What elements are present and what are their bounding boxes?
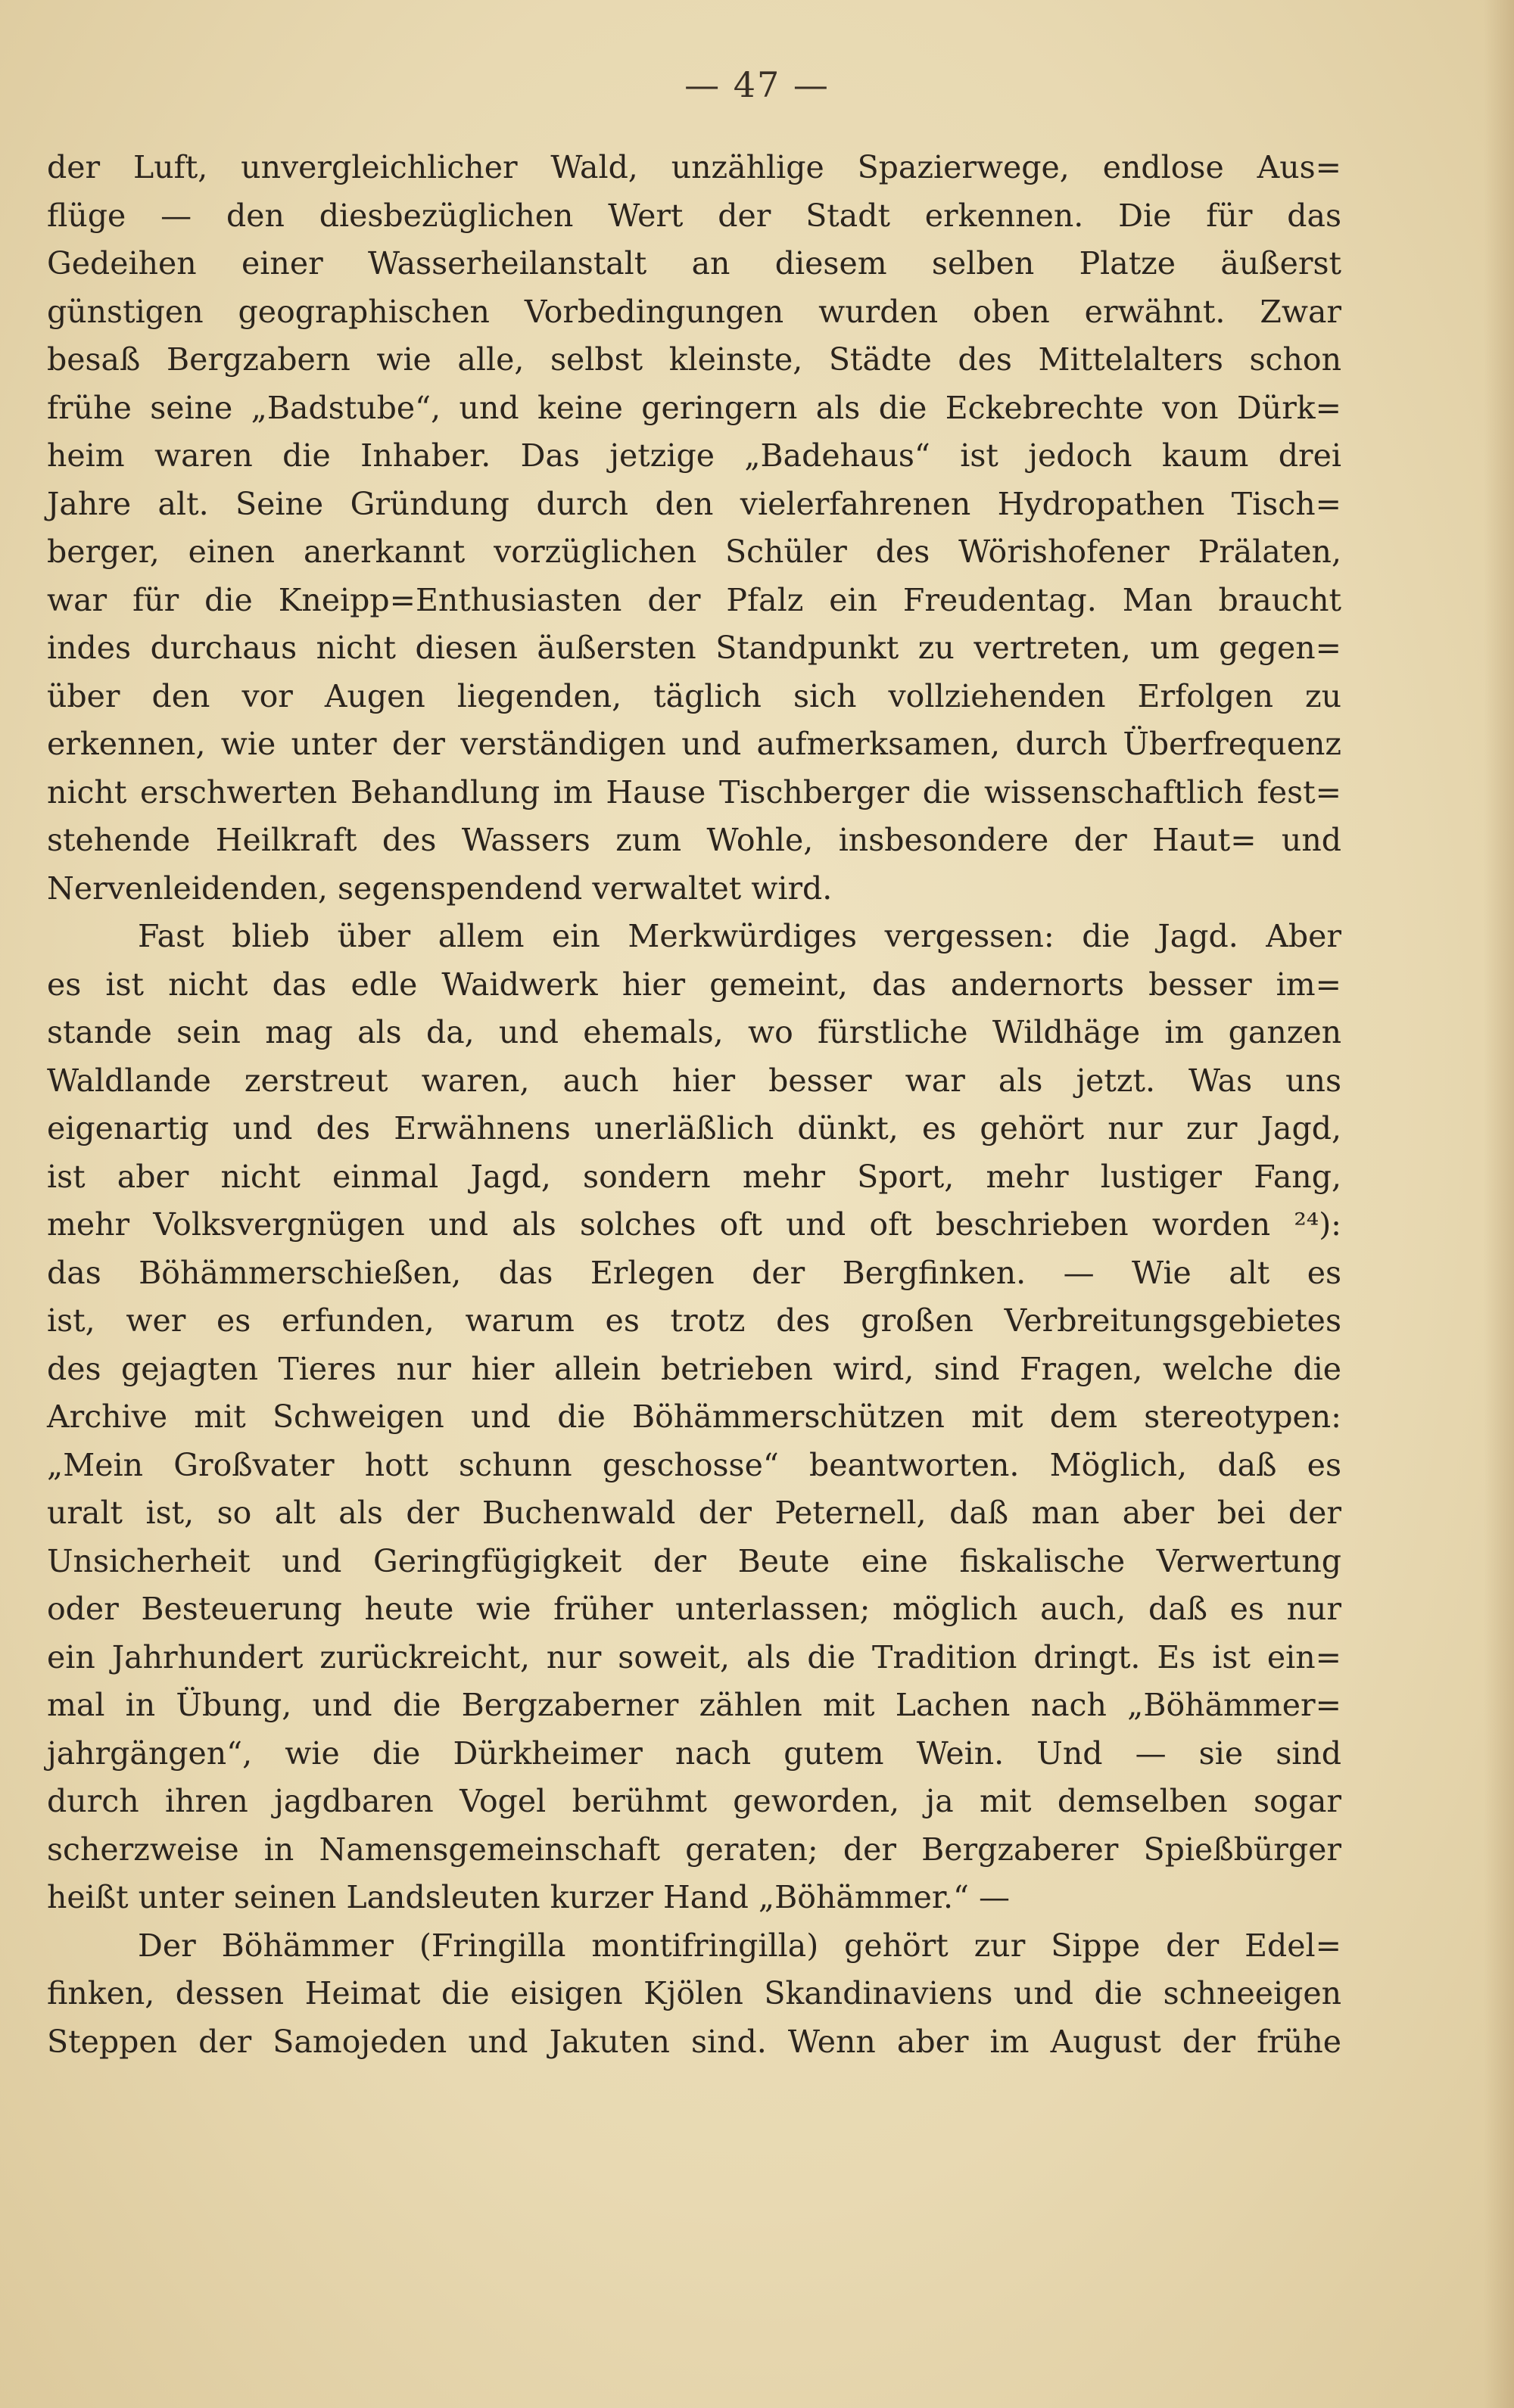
text-line: es ist nicht das edle Waidwerk hier gemeint, das andernorts besser im= [47, 966, 1341, 1003]
text-line: stande sein mag als da, und ehemals, wo fürstliche Wildhäge im ganzen [47, 1014, 1341, 1050]
text-line: nicht erschwerten Behandlung im Hause Tischberger die wissenschaftlich fest= [47, 773, 1341, 810]
text-line: über den vor Augen liegenden, täglich sich vollziehenden Erfolgen zu [47, 677, 1341, 714]
text-line: war für die Kneipp=Enthusiasten der Pfalz ein Freudentag. Man braucht [47, 581, 1341, 618]
text-line: ist, wer es erfunden, warum es trotz des großen Verbreitungsgebietes [47, 1302, 1341, 1339]
text-line: Archive mit Schweigen und die Böhämmerschützen mit dem stereotypen: [47, 1398, 1341, 1435]
text-line: mal in Übung, und die Bergzaberner zählen mit Lachen nach „Böhämmer= [47, 1687, 1341, 1723]
page-number: — 47 — [684, 64, 830, 105]
text-line: besaß Bergzabern wie alle, selbst kleinste, Städte des Mittelalters schon [47, 341, 1341, 378]
text-line: scherzweise in Namensgemeinschaft geraten; der Bergzaberer Spießbürger [47, 1831, 1341, 1868]
text-line: erkennen, wie unter der verständigen und aufmerksamen, durch Überfrequenz [47, 726, 1341, 762]
text-line: flüge — den diesbezüglichen Wert der Stadt erkennen. Die für das [47, 197, 1341, 234]
text-line: berger, einen anerkannt vorzüglichen Schüler des Wörishofener Prälaten, [47, 534, 1341, 570]
text-line: eigenartig und des Erwähnens unerläßlich dünkt, es gehört nur zur Jagd, [47, 1110, 1341, 1146]
text-line: mehr Volksvergnügen und als solches oft und oft beschrieben worden ²⁴): [47, 1206, 1341, 1243]
text-line: Jahre alt. Seine Gründung durch den vielerfahrenen Hydropathen Tisch= [47, 485, 1341, 522]
text-line: oder Besteuerung heute wie früher unterlassen; möglich auch, daß es nur [47, 1591, 1341, 1627]
text-line: Unsicherheit und Geringfügigkeit der Beute eine fiskalische Verwertung [47, 1542, 1341, 1579]
text-line: frühe seine „Badstube“, und keine geringern als die Eckebrechte von Dürk= [47, 389, 1341, 426]
body-text [47, 144, 1341, 2066]
page-edge-shadow [1484, 0, 1514, 2408]
text-line: ein Jahrhundert zurückreicht, nur soweit, als die Tradition dringt. Es ist ein= [47, 1638, 1341, 1675]
text-line: Der Böhämmer (Fringilla montifringilla) gehört zur Sippe der Edel= [138, 1927, 1341, 1964]
text-line: Fast blieb über allem ein Merkwürdiges vergessen: die Jagd. Aber [138, 918, 1341, 954]
text-line: jahrgängen“, wie die Dürkheimer nach gutem Wein. Und — sie sind [47, 1734, 1341, 1772]
text-line: indes durchaus nicht diesen äußersten Standpunkt zu vertreten, um gegen= [47, 630, 1341, 666]
text-line: finken, dessen Heimat die eisigen Kjölen Skandinaviens und die schneeigen [47, 1975, 1341, 2011]
text-line: Nervenleidenden, segenspendend verwaltet wird. [47, 870, 833, 907]
text-line: Steppen der Samojeden und Jakuten sind. Wenn aber im August der frühe [47, 2023, 1341, 2060]
text-line: des gejagten Tieres nur hier allein betrieben wird, sind Fragen, welche die [47, 1350, 1341, 1387]
text-line: durch ihren jagdbaren Vogel berühmt geworden, ja mit demselben sogar [47, 1783, 1341, 1819]
text-line: günstigen geographischen Vorbedingungen wurden oben erwähnt. Zwar [47, 293, 1341, 330]
text-line: der Luft, unvergleichlicher Wald, unzählige Spazierwege, endlose Aus= [47, 149, 1341, 185]
text-line: Gedeihen einer Wasserheilanstalt an diesem selben Platze äußerst [47, 245, 1341, 282]
text-line: heißt unter seinen Landsleuten kurzer Hand „Böhämmer.“ — [47, 1879, 1010, 1915]
text-line: uralt ist, so alt als der Buchenwald der Peternell, daß man aber bei der [47, 1495, 1341, 1531]
text-line: Waldlande zerstreut waren, auch hier besser war als jetzt. Was uns [47, 1062, 1341, 1099]
text-line: heim waren die Inhaber. Das jetzige „Badehaus“ ist jedoch kaum drei [47, 437, 1341, 474]
text-line: stehende Heilkraft des Wassers zum Wohle, insbesondere der Haut= und [47, 822, 1341, 858]
text-line: „Mein Großvater hott schunn geschosse“ beantworten. Möglich, daß es [47, 1446, 1341, 1483]
text-line: ist aber nicht einmal Jagd, sondern mehr Sport, mehr lustiger Fang, [47, 1158, 1341, 1195]
text-line: das Böhämmerschießen, das Erlegen der Bergfinken. — Wie alt es [47, 1254, 1341, 1291]
